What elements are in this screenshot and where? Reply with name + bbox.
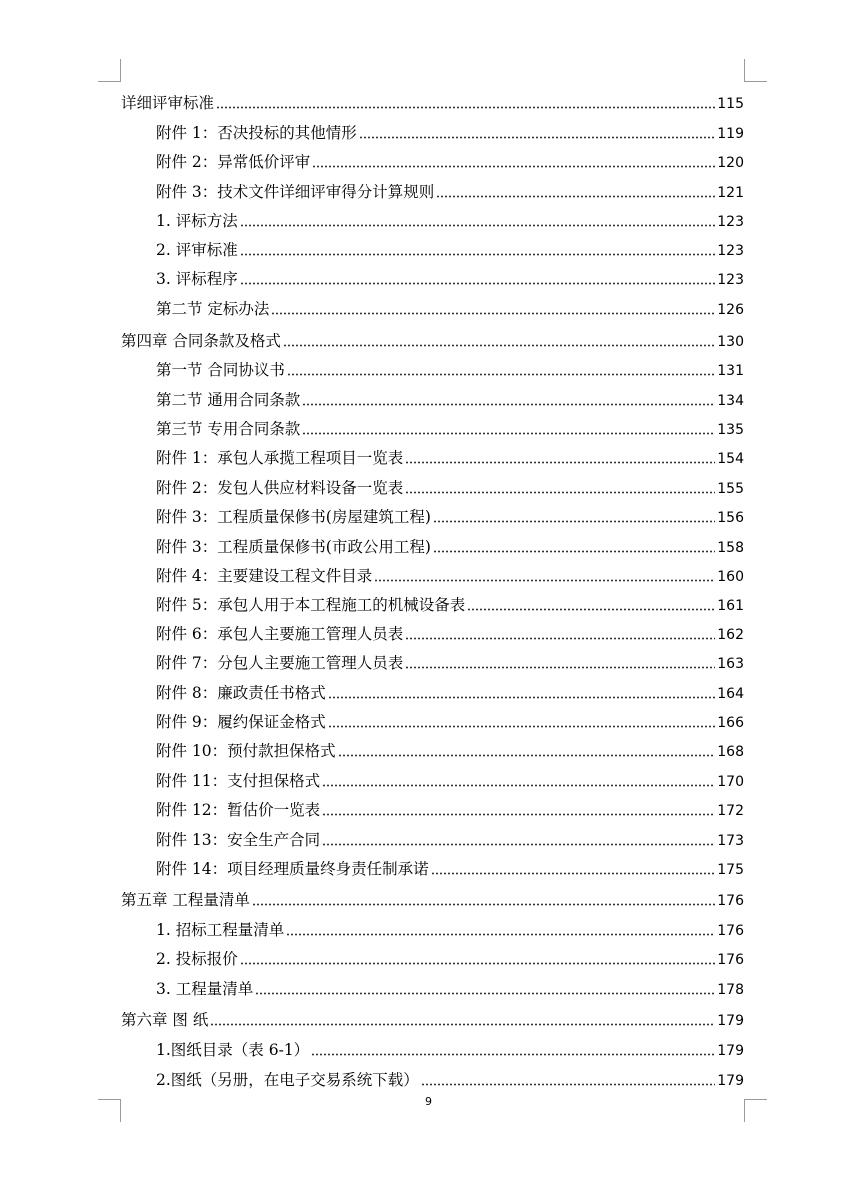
toc-dot-leader [322,784,715,787]
toc-entry-page: 155 [717,481,744,497]
toc-entry-title: 第六章 图 纸 [121,1011,209,1029]
toc-entry[interactable] [156,358,744,382]
toc-entry-title: 详细评审标准 [121,94,215,112]
toc-dot-leader [405,461,715,464]
toc-dot-leader [421,1083,715,1086]
toc-entry[interactable] [156,681,744,705]
toc-entry-page: 178 [717,982,744,998]
toc-entry-title: 附件 13：安全生产合同 [156,831,321,849]
toc-entry[interactable] [121,888,744,912]
toc-entry-page: 158 [717,540,744,556]
toc-entry[interactable] [156,710,744,734]
toc-dot-leader [312,165,715,168]
toc-entry[interactable] [156,505,744,529]
toc-entry-page: 154 [717,451,744,467]
toc-dot-leader [405,666,715,669]
toc-dot-leader [431,872,716,875]
toc-entry[interactable] [156,857,744,881]
toc-entry[interactable] [156,476,744,500]
toc-entry[interactable] [156,593,744,617]
toc-entry[interactable] [156,180,744,204]
toc-dot-leader [338,754,716,757]
toc-dot-leader [210,1023,715,1026]
toc-entry-page: 123 [717,243,744,259]
toc-entry[interactable] [156,1068,744,1092]
toc-entry[interactable] [121,329,744,353]
toc-dot-leader [286,933,715,936]
toc-entry-title: 2.图纸（另册，在电子交易系统下载） [156,1071,419,1089]
toc-dot-leader [328,696,715,699]
toc-entry-title: 附件 5：承包人用于本工程施工的机械设备表 [156,596,466,614]
toc-entry[interactable] [156,1038,744,1062]
toc-entry-title: 附件 14：项目经理质量终身责任制承诺 [156,860,429,878]
toc-entry-title: 3. 评标程序 [156,270,238,288]
toc-entry[interactable] [156,238,744,262]
toc-entry-page: 123 [717,272,744,288]
toc-entry[interactable] [156,918,744,942]
toc-entry-page: 176 [717,923,744,939]
toc-dot-leader [240,282,716,285]
toc-entry[interactable] [156,977,744,1001]
toc-dot-leader [302,403,715,406]
toc-entry-page: 126 [717,302,744,318]
toc-entry[interactable] [156,446,744,470]
toc-entry-page: 130 [717,334,744,350]
toc-dot-leader [216,106,715,109]
toc-entry-title: 附件 3：工程质量保修书(市政公用工程) [156,538,431,556]
toc-entry-title: 1.图纸目录（表 6-1） [156,1041,310,1059]
toc-entry-title: 附件 1：否决投标的其他情形 [156,124,357,142]
toc-entry[interactable] [156,417,744,441]
toc-entry[interactable] [156,267,744,291]
toc-entry-title: 第二节 定标办法 [156,300,270,318]
toc-entry[interactable] [156,209,744,233]
toc-dot-leader [240,962,716,965]
toc-entry-page: 119 [717,126,744,142]
toc-dot-leader [255,992,715,995]
toc-entry-page: 168 [717,744,744,760]
toc-entry-page: 175 [717,862,744,878]
toc-dot-leader [433,550,715,553]
toc-entry-title: 附件 2：发包人供应材料设备一览表 [156,479,404,497]
toc-entry[interactable] [121,1008,744,1032]
toc-dot-leader [287,373,715,376]
toc-entry-title: 附件 1：承包人承揽工程项目一览表 [156,449,404,467]
toc-entry-title: 附件 4：主要建设工程文件目录 [156,567,373,585]
toc-entry[interactable] [156,769,744,793]
toc-entry[interactable] [156,297,744,321]
toc-dot-leader [374,579,715,582]
toc-entry[interactable] [156,828,744,852]
toc-entry-page: 135 [717,422,744,438]
toc-dot-leader [240,253,716,256]
toc-entry-title: 附件 3：技术文件详细评审得分计算规则 [156,183,435,201]
toc-entry-page: 179 [717,1043,744,1059]
toc-dot-leader [467,608,715,611]
toc-entry-page: 162 [717,627,744,643]
toc-entry-title: 第三节 专用合同条款 [156,420,301,438]
toc-dot-leader [405,491,715,494]
toc-entry[interactable] [156,564,744,588]
toc-entry-page: 115 [717,96,744,112]
toc-entry-page: 179 [717,1013,744,1029]
toc-entry-title: 1. 评标方法 [156,212,238,230]
toc-entry-page: 123 [717,214,744,230]
toc-dot-leader [359,136,715,139]
toc-entry-page: 160 [717,569,744,585]
toc-entry-page: 170 [717,774,744,790]
toc-dot-leader [436,195,715,198]
toc-entry-page: 164 [717,686,744,702]
toc-entry-title: 附件 7：分包人主要施工管理人员表 [156,654,404,672]
toc-dot-leader [311,1053,715,1056]
toc-entry-page: 161 [717,598,744,614]
toc-entry[interactable] [156,622,744,646]
toc-entry-title: 2. 投标报价 [156,950,238,968]
toc-dot-leader [283,344,715,347]
toc-entry-title: 附件 6：承包人主要施工管理人员表 [156,625,404,643]
toc-dot-leader [322,843,715,846]
toc-entry-title: 3. 工程量清单 [156,980,254,998]
toc-dot-leader [240,224,716,227]
toc-entry-page: 176 [717,893,744,909]
toc-entry-title: 附件 3：工程质量保修书(房屋建筑工程) [156,508,431,526]
toc-dot-leader [271,312,715,315]
toc-entry-title: 第一节 合同协议书 [156,361,285,379]
toc-entry[interactable] [121,91,744,115]
toc-entry-title: 附件 11：支付担保格式 [156,772,321,790]
toc-entry[interactable] [156,947,744,971]
toc-dot-leader [405,637,715,640]
toc-entry-title: 附件 10：预付款担保格式 [156,742,336,760]
toc-entry-title: 附件 8：廉政责任书格式 [156,684,326,702]
toc-entry-page: 163 [717,656,744,672]
toc-entry[interactable] [156,798,744,822]
toc-entry-title: 附件 2：异常低价评审 [156,153,311,171]
toc-entry-page: 131 [717,363,744,379]
toc-dot-leader [433,520,715,523]
toc-entry-title: 第五章 工程量清单 [121,891,250,909]
toc-dot-leader [322,813,715,816]
toc-entry-page: 179 [717,1073,744,1089]
toc-entry-title: 附件 12：暂估价一览表 [156,801,321,819]
toc-dot-leader [252,903,715,906]
toc-entry-page: 120 [717,155,744,171]
toc-entry[interactable] [156,535,744,559]
toc-entry-title: 第二节 通用合同条款 [156,391,301,409]
toc-entry-page: 134 [717,393,744,409]
toc-entry-page: 156 [717,510,744,526]
toc-entry[interactable] [156,739,744,763]
toc-entry-page: 166 [717,715,744,731]
toc-entry-page: 176 [717,952,744,968]
toc-entry-title: 2. 评审标准 [156,241,238,259]
toc-entry[interactable] [156,121,744,145]
toc-dot-leader [328,725,715,728]
toc-entry[interactable] [156,651,744,675]
toc-dot-leader [302,432,715,435]
toc-entry-page: 173 [717,833,744,849]
toc-entry-page: 121 [717,185,744,201]
toc-entry[interactable] [156,150,744,174]
toc-entry[interactable] [156,388,744,412]
toc-entry-page: 172 [717,803,744,819]
toc-entry-title: 附件 9：履约保证金格式 [156,713,326,731]
toc-entry-title: 第四章 合同条款及格式 [121,332,281,350]
page-number: 9 [425,1095,432,1108]
toc-entry-title: 1. 招标工程量清单 [156,921,285,939]
